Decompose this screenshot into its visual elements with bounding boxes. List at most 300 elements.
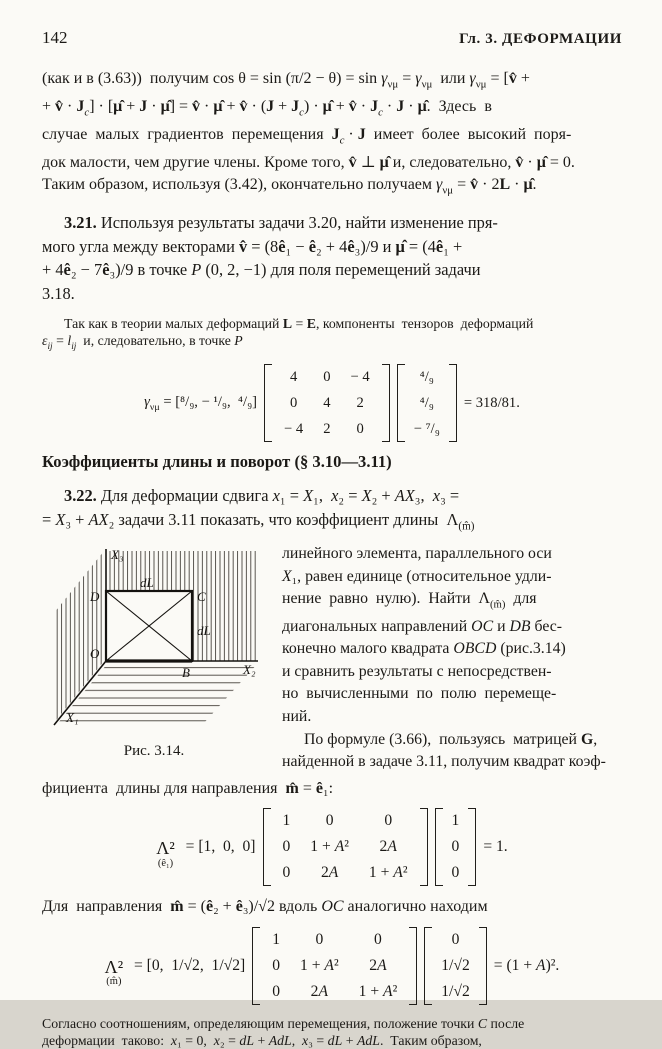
text-segment: 3.21. [64, 213, 97, 233]
text-segment: ₃ [242, 898, 249, 916]
text-segment: + [342, 1033, 357, 1049]
matrix-row [445, 808, 467, 834]
text-segment: x [170, 1033, 178, 1049]
text-segment: аналогично находим [343, 898, 488, 916]
matrix-row [445, 860, 467, 886]
text-segment: = [285, 486, 304, 506]
text-segment: + [122, 97, 140, 115]
text-segment: X [303, 486, 314, 506]
text-segment: )². [545, 956, 560, 974]
matrix-row [434, 979, 477, 1005]
text-segment: P [191, 260, 202, 280]
text-segment: μ̂ [536, 153, 546, 171]
text-segment: линейного элемента, параллельного оси [282, 545, 552, 563]
text-segment: A [318, 982, 328, 1000]
text-segment: X [55, 510, 66, 529]
matrix-row [445, 834, 467, 860]
text-line [42, 1032, 622, 1049]
matrix-cell: 0 [374, 930, 382, 948]
text-segment: ² [344, 838, 349, 856]
text-segment: m̂ [170, 898, 184, 916]
section-heading: Коэффициенты длины и поворот (§ 3.10—3.11) [42, 452, 392, 472]
text-segment: dL [239, 1033, 254, 1049]
text-segment: (0, 2, −1) для поля перемещений задачи [201, 260, 481, 280]
text-segment: · [523, 153, 537, 171]
label-dl-right: dL [197, 623, 211, 639]
text-segment: μ̂ [160, 97, 170, 115]
text-segment: · [510, 176, 524, 194]
text-segment: ₁ [291, 567, 298, 585]
text-segment: γ [469, 70, 476, 87]
text-segment: и [493, 617, 510, 635]
text-line [282, 543, 622, 565]
text-segment: 1 + [310, 838, 335, 856]
text-segment: c [299, 106, 304, 119]
text-segment: ₁ [313, 486, 319, 506]
text-segment: = ( [183, 898, 206, 916]
right-bracket [479, 927, 487, 1005]
text-segment: A [324, 956, 334, 974]
text-segment: )/9 и [360, 236, 396, 256]
matrix-cell: 0 [356, 421, 364, 438]
matrix-cell: 1/√2 [441, 956, 470, 974]
figure-3-14 [42, 543, 266, 774]
text-segment: док малости, чем другие члены. Кроме того, [42, 153, 349, 171]
text-segment: 2 [379, 838, 388, 856]
text-segment: для [505, 590, 537, 608]
text-segment: − 7 [76, 260, 103, 280]
text-line [42, 174, 622, 202]
matrix-row [262, 979, 407, 1005]
text-segment: μ̂ [113, 97, 123, 115]
text-segment: νμ [149, 401, 160, 413]
text-segment: νμ [475, 78, 487, 91]
text-segment: диагональных направлений [282, 617, 472, 635]
matrix-cell: ⁴/₉ [419, 369, 434, 386]
text-segment: · ( [247, 97, 267, 115]
text-segment: . Таким образом, [379, 1033, 482, 1049]
lambda-squared-m: Λ² (m̂) [104, 956, 124, 987]
text-segment: X [361, 486, 372, 506]
right-column [282, 543, 622, 774]
text-segment: E [306, 315, 316, 331]
matrix-row [273, 808, 418, 834]
text-segment: бес- [530, 617, 563, 635]
text-segment: v̂ [239, 97, 248, 115]
text-segment: Так как в теории малых деформаций [64, 315, 283, 331]
text-segment: = [52, 333, 68, 349]
right-bracket [449, 364, 457, 442]
text-segment: x [302, 1033, 309, 1049]
text-segment: ₂ [315, 236, 322, 256]
text-segment: = [0, 1/√2, 1/√2] [130, 956, 246, 974]
text-line [42, 282, 622, 306]
text-segment: ij [71, 342, 77, 352]
text-segment: DB [509, 617, 531, 635]
chapter-title: Гл. 3. ДЕФОРМАЦИИ [459, 31, 622, 47]
text-segment: ₂ [108, 510, 115, 529]
text-line [42, 258, 622, 282]
matrix-cell: 4 [289, 369, 298, 386]
text-segment: + [254, 1033, 269, 1049]
text-segment: ₂ [371, 486, 378, 506]
text-segment: J [139, 97, 148, 115]
matrix-row [262, 953, 407, 979]
right-bracket [409, 927, 417, 1005]
text-segment: имеет более высокий поря- [365, 125, 572, 143]
text-segment: )/√2 вдоль [248, 898, 322, 916]
matrix-g [252, 927, 417, 1005]
text-segment: c [378, 106, 383, 119]
text-segment: γ [144, 393, 150, 410]
text-segment: ê [347, 236, 355, 256]
text-segment: случае малых градиентов перемещения [42, 125, 332, 143]
text-segment: v̂ [348, 153, 357, 171]
text-line [42, 315, 622, 332]
text-segment: · [356, 97, 371, 115]
text-segment: μ̂ [523, 176, 533, 194]
matrix-cell: − 4 [284, 421, 304, 438]
text-segment: · [344, 125, 358, 143]
text-segment: По формуле (3.66), пользуясь матрицей [304, 731, 581, 749]
text-segment: найденной в задаче 3.11, получим квадрат коэф- [282, 753, 606, 771]
text-segment: x [331, 486, 339, 506]
text-segment: ] = [169, 97, 193, 115]
text-segment: ⊥ [356, 153, 380, 171]
text-segment: ε [42, 333, 48, 349]
matrix-cell: ⁴/₉ [419, 395, 434, 412]
text-segment: A [387, 838, 397, 856]
text-line [282, 566, 622, 588]
figure-and-text-row [42, 543, 622, 774]
text-segment: но вычисленными по полю перемеще- [282, 685, 557, 703]
text-segment: ₁ [443, 236, 449, 256]
text-segment: деформации таково: [42, 1033, 171, 1049]
text-segment: ₃ [414, 486, 421, 506]
vector-mu [397, 364, 457, 442]
text-segment: Для деформации сдвига [96, 486, 273, 506]
text-segment: и, следовательно, [388, 153, 516, 171]
text-segment: · 2 [478, 176, 500, 194]
text-segment: A [334, 838, 345, 856]
text-segment: J [266, 97, 275, 115]
matrix-row [407, 364, 447, 390]
text-segment: ₂ [338, 486, 345, 506]
matrix-cell: 0 [325, 812, 334, 830]
paragraph-point-c [42, 1015, 622, 1049]
text-segment: v̂ [55, 97, 64, 115]
text-segment: : [328, 779, 334, 797]
text-segment: (рис.3.14) [496, 640, 566, 658]
matrix-cell [349, 953, 408, 979]
text-segment: l [67, 333, 72, 349]
text-segment: m̂ [285, 779, 299, 797]
text-segment: = [344, 486, 362, 506]
text-segment: + [218, 898, 236, 916]
equation-rhs [483, 838, 507, 856]
text-segment: J [331, 125, 340, 143]
matrix-row [274, 390, 380, 416]
text-segment: ² [392, 982, 398, 1000]
text-segment: J [396, 97, 405, 115]
text-segment: μ̂ [379, 153, 389, 171]
text-segment: · [63, 97, 77, 115]
matrix-cell: 0 [451, 864, 460, 882]
matrix-cell: 0 [451, 930, 460, 948]
matrix-cell: 1/√2 [441, 982, 470, 1000]
text-segment: A [328, 864, 339, 882]
matrix-cell [349, 979, 408, 1005]
matrix-cell: 0 [323, 369, 331, 386]
text-segment: γ [381, 70, 388, 87]
equation-rhs [494, 957, 560, 975]
text-segment: A [383, 982, 393, 1000]
text-segment: γ [436, 176, 443, 194]
text-segment: ² [333, 956, 339, 974]
text-segment: v̂ [515, 153, 524, 171]
text-segment: = [298, 779, 316, 797]
text-segment: = [1, 0, 0] [181, 838, 256, 856]
left-bracket [263, 808, 271, 886]
lambda-squared-e1: Λ² (ê₁) [156, 838, 175, 869]
text-line [282, 706, 622, 728]
text-segment: · [200, 97, 214, 115]
text-segment: 3.18. [42, 284, 75, 304]
matrix-cell: 4 [323, 395, 331, 412]
text-segment: νμ [421, 78, 433, 91]
text-segment: A [377, 956, 387, 974]
matrix-cell: 0 [289, 395, 298, 412]
text-segment: = [292, 315, 307, 331]
matrix-row [407, 390, 447, 416]
text-segment: ₃ [109, 260, 116, 280]
solution-3-22-line [42, 778, 622, 800]
matrix-cell [290, 979, 349, 1005]
text-line [282, 616, 622, 638]
matrix-cell: 1 [451, 812, 460, 830]
text-line [42, 484, 622, 508]
label-o: O [90, 646, 100, 662]
text-segment: ₁ [279, 486, 286, 506]
text-segment: OC [321, 898, 344, 916]
matrix-cell [300, 860, 359, 886]
solution-3-22-start [282, 729, 622, 774]
text-segment: v̂ [348, 97, 357, 115]
text-segment: = [42, 510, 56, 529]
text-segment: A [536, 956, 546, 974]
text-segment: = (4 [404, 236, 436, 256]
matrix-cell: 0 [315, 930, 324, 948]
text-segment: 1 + [358, 982, 384, 1000]
text-segment: Используя результаты задачи 3.20, найти изменение пря- [96, 213, 498, 233]
text-segment: μ̂ [417, 97, 427, 115]
text-segment: J [357, 125, 366, 143]
text-segment: задачи 3.11 показать, что коэффициент длины Λ [114, 510, 459, 529]
equation-lhs [182, 838, 256, 856]
text-line [282, 751, 622, 773]
text-segment: , [318, 486, 332, 506]
text-segment: , [291, 1033, 303, 1049]
matrix-cell: 1 [282, 812, 291, 830]
text-segment: и, следовательно, в точке [76, 333, 235, 349]
text-segment: AX [394, 486, 415, 506]
text-line [282, 683, 622, 705]
left-bracket [252, 927, 260, 1005]
matrix-row [434, 953, 477, 979]
text-segment: ₂ [219, 1033, 225, 1049]
text-segment: + [516, 70, 530, 87]
text-segment: J [76, 97, 85, 115]
text-segment: μ̂ [213, 97, 223, 115]
text-segment: = [224, 1033, 240, 1049]
text-segment: ₃ [354, 236, 361, 256]
text-segment: J [370, 97, 379, 115]
text-segment: + 4 [321, 236, 348, 256]
text-segment: ] · [ [89, 97, 114, 115]
text-line [282, 638, 622, 660]
text-segment: ) · [304, 97, 323, 115]
text-segment: μ̂ [322, 97, 332, 115]
figure-3-14-drawing [42, 543, 266, 735]
right-bracket [468, 808, 476, 886]
left-bracket [264, 364, 272, 442]
text-segment: · [382, 97, 397, 115]
page-header [42, 28, 622, 48]
text-segment: = [312, 1033, 328, 1049]
matrix-cell: 0 [384, 812, 393, 830]
text-segment: ₁ [285, 236, 292, 256]
text-line [282, 661, 622, 683]
text-segment: AdL [268, 1033, 292, 1049]
text-segment: + [71, 510, 89, 529]
text-segment: ₁ [177, 1033, 182, 1049]
text-line [42, 332, 622, 356]
matrix-cell [359, 834, 418, 860]
text-segment: ₃ [308, 1033, 313, 1049]
left-bracket [424, 927, 432, 1005]
text-segment: v̂ [470, 176, 479, 194]
text-segment: ê [435, 236, 444, 256]
text-line [42, 211, 622, 235]
text-segment: γ [415, 70, 422, 87]
matrix-cell: 0 [282, 838, 291, 856]
text-segment: v̂ [192, 97, 201, 115]
text-segment: = (1 + [493, 956, 537, 974]
text-segment: ₁ [323, 779, 329, 797]
text-segment: после [487, 1015, 525, 1031]
text-segment: и сравнить результаты с непосредствен- [282, 662, 552, 680]
text-segment: · [404, 97, 418, 115]
problem-3-22-intro [42, 484, 622, 539]
text-segment: = 0. [545, 153, 575, 171]
matrix-cell: 1 [272, 930, 281, 948]
text-segment: 3.22. [64, 486, 97, 506]
matrix-cell: 0 [282, 864, 291, 882]
text-segment: L [282, 315, 293, 331]
text-segment: нение равно нулю). Найти Λ [282, 590, 490, 608]
text-line [42, 508, 622, 539]
text-segment: X [282, 567, 292, 585]
matrix-row [273, 834, 418, 860]
text-segment: 2 [369, 956, 378, 974]
matrix-row [434, 927, 477, 953]
text-segment: ê [205, 898, 214, 916]
solution-3-21-text [42, 315, 622, 357]
text-segment: ₃ [65, 510, 72, 529]
text-segment: AX [88, 510, 109, 529]
text-segment: ₂ [70, 260, 77, 280]
matrix-cell: − ⁷/₉ [413, 421, 440, 438]
text-segment: ê [235, 898, 243, 916]
text-segment: = [445, 486, 460, 506]
matrix-cell: 2 [323, 421, 331, 438]
matrix-g [263, 808, 428, 886]
text-segment: = (8 [247, 236, 279, 256]
text-segment: J [291, 97, 300, 115]
text-segment: (m̂) [489, 598, 506, 611]
text-segment: = [453, 176, 471, 194]
text-segment: , [593, 731, 598, 749]
text-segment: OC [471, 617, 494, 635]
vector-e1 [435, 808, 477, 886]
text-segment: μ̂ [395, 236, 405, 256]
equation-lhs [144, 394, 257, 413]
equation-rhs [464, 395, 520, 412]
equation-lhs [130, 957, 245, 975]
matrix-row [274, 416, 380, 442]
text-segment: 1 + [368, 864, 394, 882]
left-bracket [435, 808, 443, 886]
equation-lambda-m [42, 927, 622, 1005]
text-segment: v̂ [508, 70, 517, 87]
text-segment: . Здесь в [426, 97, 492, 115]
text-segment: G [580, 731, 594, 749]
axis-label-x1: X₁ [66, 710, 79, 726]
text-segment: (как и в (3.63)) получим cos θ = sin (π/2 − θ) = sin [42, 70, 382, 87]
equation-lambda-e1 [42, 808, 622, 886]
text-segment: конечно малого квадрата [282, 640, 454, 658]
paragraph-direction-m [42, 896, 622, 918]
text-line [42, 124, 622, 152]
figure-caption: Рис. 3.14. [123, 743, 185, 760]
label-c: C [197, 589, 206, 605]
text-segment: Согласно соотношениям, определяющим перемещения, положение точки [42, 1015, 478, 1031]
matrix-cell [300, 834, 359, 860]
text-segment: )/9 в точке [115, 260, 192, 280]
matrix-row [274, 364, 380, 390]
text-segment: ний. [282, 707, 312, 725]
text-segment: + [377, 486, 395, 506]
matrix-row [273, 860, 418, 886]
paragraph-intro [42, 68, 622, 202]
text-segment: ê [278, 236, 286, 256]
text-segment: , компоненты тензоров деформаций [315, 315, 534, 331]
text-segment: x [432, 486, 441, 506]
text-segment: ij [47, 342, 53, 352]
text-segment: C [477, 1015, 488, 1031]
right-bracket [382, 364, 390, 442]
text-segment: ê [102, 260, 110, 280]
text-segment: + [331, 97, 349, 115]
text-segment: OBCD [453, 640, 497, 658]
text-segment: + 4 [42, 260, 64, 280]
text-line [42, 96, 622, 124]
text-line [42, 68, 622, 96]
matrix-cell: 0 [272, 982, 281, 1000]
text-segment: L [499, 176, 511, 194]
matrix-row [407, 416, 447, 442]
page-number: 142 [42, 28, 68, 47]
